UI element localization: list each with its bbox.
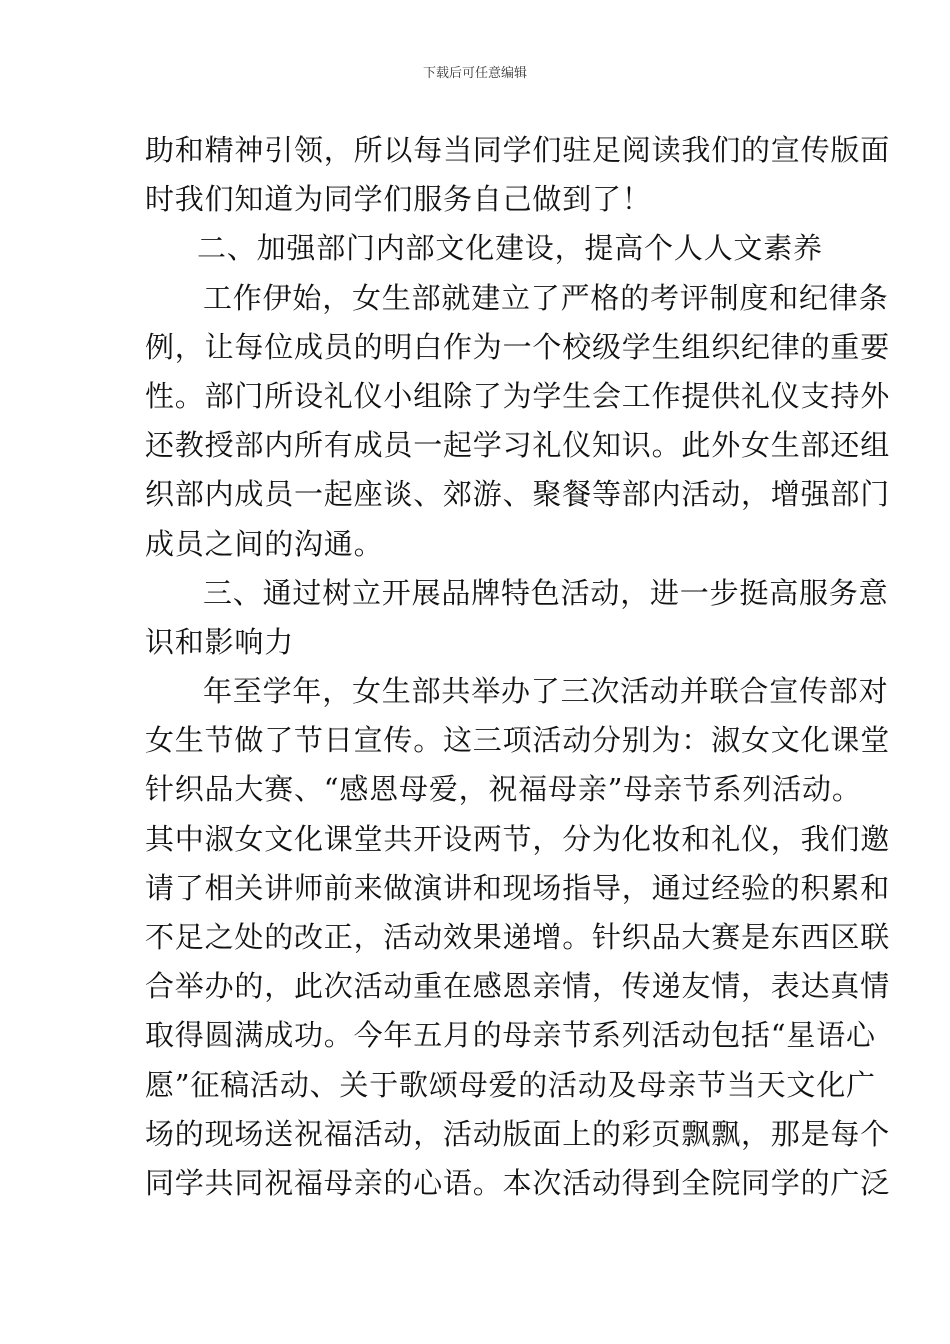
section-heading: 二、加强部门内部文化建设，提高个人人文素养 [197, 231, 823, 266]
text-line: 同学共同祝福母亲的心语。本次活动得到全院同学的广泛 [145, 1165, 891, 1200]
text-line: 成员之间的沟通。 [145, 526, 384, 561]
text-line: 请了相关讲师前来做演讲和现场指导，通过经验的积累和 [145, 870, 891, 905]
text-line: 取得圆满成功。今年五月的母亲节系列活动包括“星语心 [145, 1018, 876, 1053]
text-line: 性。部门所设礼仪小组除了为学生会工作提供礼仪支持外 [145, 378, 891, 413]
section-heading: 三、通过树立开展品牌特色活动，进一步挺高服务意 [203, 575, 889, 610]
text-line: 还教授部内所有成员一起学习礼仪知识。此外女生部还组 [145, 428, 891, 463]
text-line: 女生节做了节日宣传。这三项活动分别为：淑女文化课堂 [145, 723, 891, 758]
text-line: 织部内成员一起座谈、郊游、聚餐等部内活动，增强部门 [145, 477, 891, 512]
text-line: 不足之处的改正，活动效果递增。针织品大赛是东西区联 [145, 920, 891, 954]
text-line: 时我们知道为同学们服务自己做到了！ [145, 182, 652, 217]
text-line: 场的现场送祝福活动，活动版面上的彩页飘飘，那是每个 [145, 1116, 891, 1151]
section-heading: 识和影响力 [145, 624, 295, 659]
text-line: 年至学年，女生部共举办了三次活动并联合宣传部对 [203, 674, 889, 709]
text-line: 例，让每位成员的明白作为一个校级学生组织纪律的重要 [145, 329, 891, 364]
text-line: 其中淑女文化课堂共开设两节，分为化妆和礼仪，我们邀 [145, 821, 891, 856]
text-line: 工作伊始，女生部就建立了严格的考评制度和纪律条 [203, 280, 889, 315]
document-body [145, 126, 891, 1208]
text-line: 合举办的，此次活动重在感恩亲情，传递友情，表达真情 [145, 969, 891, 1004]
page-header-note: 下载后可任意编辑 [422, 66, 527, 81]
text-line: 助和精神引领，所以每当同学们驻足阅读我们的宣传版面 [145, 133, 891, 167]
text-line: 针织品大赛、“感恩母爱，祝福母亲”母亲节系列活动。 [145, 772, 862, 807]
text-line: 愿”征稿活动、关于歌颂母爱的活动及母亲节当天文化广 [145, 1067, 876, 1102]
